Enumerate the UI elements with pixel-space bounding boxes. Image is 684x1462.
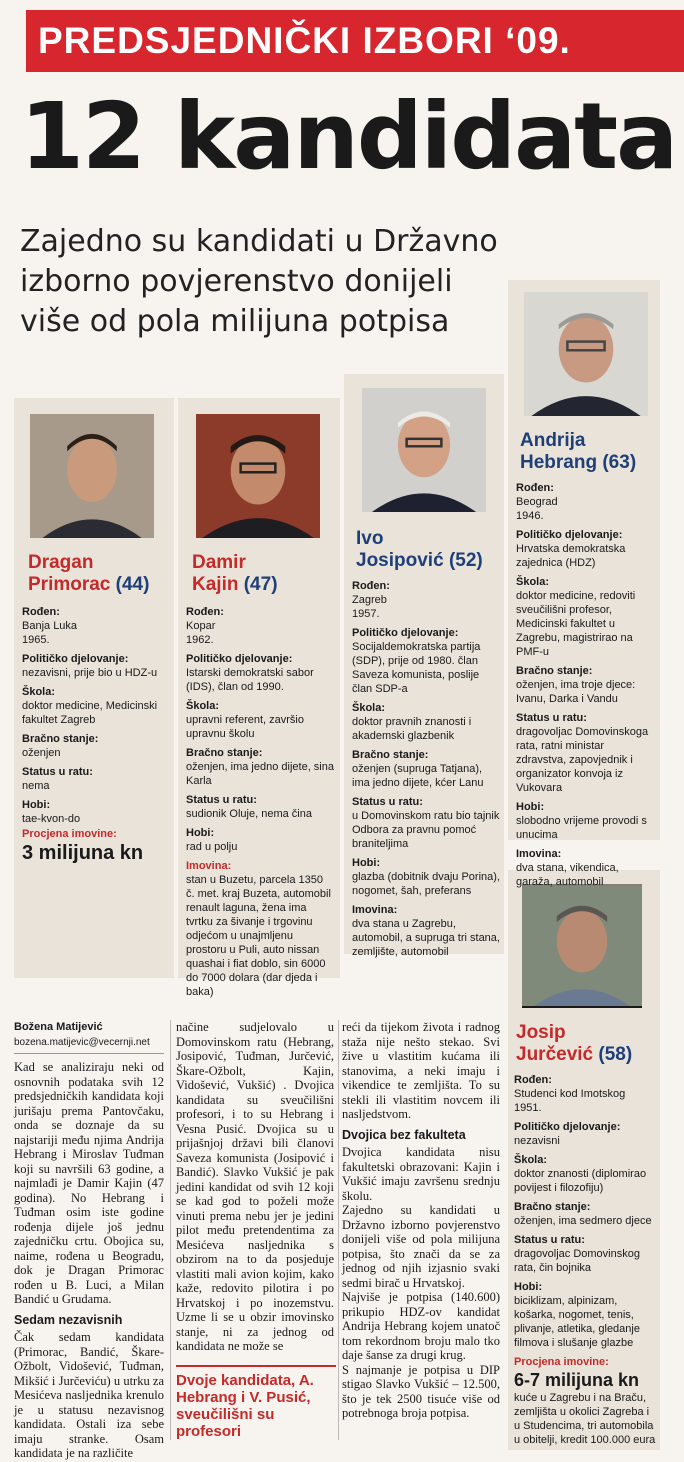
value-school: doktor medicine, redoviti sveučilišni profesor, Medicinski fakultet u Zagrebu, magistrirao na PMF-u <box>516 590 636 658</box>
label-school: Škola: <box>186 700 220 712</box>
last-name: Hebrang <box>520 452 598 473</box>
value-marital: oženjen, ima sedmero djece <box>514 1215 652 1227</box>
label-property: Imovina: <box>352 904 398 916</box>
article-column-2 <box>176 1020 334 1355</box>
value-hobby: biciklizam, alpinizam, košarka, nogomet, tenis, plivanje, atletika, gledanje filmova i slušanje glazbe <box>514 1295 640 1349</box>
worth-primorac: 3 milijuna kn <box>22 842 144 864</box>
label-born: Rođen: <box>22 606 60 618</box>
label-school: Škola: <box>516 576 550 588</box>
value-school: doktor pravnih znanosti i akademski glazbenik <box>352 716 472 742</box>
label-political: Političko djelovanje: <box>22 653 129 665</box>
value-property: dva stana, vikendica, garaža, automobil <box>516 862 619 888</box>
candidate-age: (47) <box>243 574 278 595</box>
value-school: doktor medicine, Medicinski fakultet Zagreb <box>22 700 158 726</box>
pull-quote: Dvoje kandidata, A. Hebrang i V. Pusić, sveučilišni su profesori <box>176 1365 336 1440</box>
value-war: dragovoljac Domovinskog rata, čin bojnika <box>514 1248 640 1274</box>
value-hobby: slobodno vrijeme provodi s unucima <box>516 815 647 841</box>
label-school: Škola: <box>352 702 386 714</box>
first-name: Dragan <box>28 552 94 573</box>
worth-detail-jurcevic: kuće u Zagrebu i na Braču, zemljišta u okolici Zagreba i u Studencima, tri automobila u obitelji, kredit 100.000 eura <box>514 1392 656 1446</box>
label-born: Rođen: <box>514 1074 552 1086</box>
value-marital: oženjen (supruga Tatjana), ima jedno dijete, kćer Lanu <box>352 763 484 789</box>
value-marital: oženjen, ima jedno dijete, sina Karla <box>186 761 334 787</box>
first-name: Damir <box>192 552 246 573</box>
value-war: sudionik Oluje, nema čina <box>186 808 312 820</box>
value-hobby: tae-kvon-do <box>22 813 81 825</box>
value-born: Kopar 1962. <box>186 620 216 646</box>
value-hobby: glazba (dobitnik dvaju Porina), nogomet, šah, preferans <box>352 871 500 897</box>
last-name: Kajin <box>192 574 239 595</box>
paragraph: Čak sedam kandidata (Primorac, Bandić, Škare-Ožbolt, Vidošević, Tuđman, Mikšić i Jurčeviću) u utrku za Mesićeva nasljednika krenulo je u statusu nezavisnog kandidata. Ostali iza sebe imaju stranke. Osam kandidata je na različite <box>14 1330 164 1460</box>
last-name: Josipović <box>356 550 444 571</box>
facts-hebrang <box>516 476 656 889</box>
author-name: Božena Matijević <box>14 1021 103 1033</box>
label-born: Rođen: <box>186 606 224 618</box>
article-column-1 <box>14 1020 164 1462</box>
label-marital: Bračno stanje: <box>514 1201 591 1213</box>
candidate-age: (58) <box>598 1044 633 1065</box>
value-war: nema <box>22 780 50 792</box>
facts-kajin <box>186 600 334 999</box>
label-hobby: Hobi: <box>186 827 215 839</box>
value-political: Hrvatska demokratska zajednica (HDZ) <box>516 543 626 569</box>
first-name: Andrija <box>520 430 586 451</box>
value-war: dragovoljac Domovinskoga rata, ratni ministar zdravstva, zapovjednik i organizator konvoja iz Vukovara <box>516 726 649 794</box>
value-born: Beograd 1946. <box>516 496 558 522</box>
worth-label-primorac: Procjena imovine: <box>22 828 117 840</box>
label-war: Status u ratu: <box>516 712 587 724</box>
worth-label-jurcevic: Procjena imovine: <box>514 1356 609 1368</box>
label-hobby: Hobi: <box>516 801 545 813</box>
label-school: Škola: <box>22 686 56 698</box>
label-born: Rođen: <box>352 580 390 592</box>
candidate-age: (63) <box>602 452 637 473</box>
first-name: Ivo <box>356 528 384 549</box>
value-property: stan u Buzetu, parcela 1350 č. met. kraj Buzeta, automobil renault laguna, žena ima tvrtku za šivanje i trgovinu odjećom u unajmljenu prostoru u Puli, auto nissan quashai i fiat doblo, sin 6000 do 7000 dolara (dar djeda i baka) <box>186 874 331 998</box>
column-divider <box>338 1020 339 1440</box>
subheadline <box>20 222 540 342</box>
value-political: nezavisni <box>514 1135 560 1147</box>
subhead-line: Zajedno su kandidati u Državno <box>20 224 498 259</box>
value-political: Socijaldemokratska partija (SDP), prije od 1980. član Saveza komunista, poslije član SDP-a <box>352 641 481 695</box>
label-marital: Bračno stanje: <box>516 665 593 677</box>
value-school: upravni referent, završio upravnu školu <box>186 714 304 740</box>
candidate-name-kajin <box>192 552 342 596</box>
paragraph: načine sudjelovalo u Domovinskom ratu (Hebrang, Josipović, Tuđman, Jurčević, Škare-Ožbolt, Kajin, Vidošević, Vukšić) . Dvojica kandidata su sveučilišni profesori, i to su Hebrang i Vesna Pusić. Dvojica su u prijašnjoj državi bili članovi Saveza komunista (Josipović i Bandić). Slavko Vukšić je pak jedini kandidat od svih 12 koji se kad god to poželi može vinuti prema nebu jer je jedini pilot među pretendentima za Mesićeva nasljednika s obzirom na to da posjeduje vlastiti mali avion kojim, kako kaže, redovito pilotira i po Hrvatskoj i po inozemstvu. Uzme li se u obzir imovinsko stanje, ni za jednog od kandidata ne može se <box>176 1020 334 1353</box>
article-column-3 <box>342 1020 500 1422</box>
value-marital: oženjen <box>22 747 61 759</box>
label-marital: Bračno stanje: <box>22 733 99 745</box>
candidate-name-primorac <box>28 552 178 596</box>
candidate-age: (44) <box>115 574 150 595</box>
paragraph: Kad se analiziraju neki od osnovnih podataka svih 12 predsjedničkih kandidata koji jurišaju prema Pantovčaku, onda se doznaje da su najstariji među njima Andrija Hebrang i Miroslav Tuđman koji su navršili 63 godine, a najmlađi je Damir Kajin (47 godina). No Hebrang i Tuđman osim iste godine rođenja dijele još jednu zajedničku crtu. Obojica su, naime, rođena u Beogradu, dok je Dragan Primorac rođen u B. Luci, a Milan Bandić u Grudama. <box>14 1060 164 1306</box>
candidate-name-josipovic <box>356 528 506 572</box>
label-political: Političko djelovanje: <box>186 653 293 665</box>
label-political: Političko djelovanje: <box>352 627 459 639</box>
value-hobby: rad u polju <box>186 841 238 853</box>
last-name: Primorac <box>28 574 111 595</box>
subheading: Dvojica bez fakulteta <box>342 1127 466 1142</box>
first-name: Josip <box>516 1022 566 1043</box>
portrait-kajin <box>196 414 320 538</box>
value-school: doktor znanosti (diplomirao povijest i filozofiju) <box>514 1168 647 1194</box>
facts-primorac <box>22 600 168 826</box>
candidate-name-jurcevic <box>516 1022 666 1066</box>
paragraph: reći da tijekom života i radnog staža nije nešto stekao. Svi žive u vlastitim kućama ili stanovima, a neki imaju i vikendice te zemljišta. To su stekli ili vlastitim novcem ili nasljedstvom. <box>342 1020 500 1121</box>
label-hobby: Hobi: <box>22 799 51 811</box>
value-born: Zagreb 1957. <box>352 594 387 620</box>
worth-jurcevic: 6-7 milijuna kn <box>514 1370 640 1390</box>
label-property: Imovina: <box>516 848 562 860</box>
paragraph: Dvojica kandidata nisu fakultetski obrazovani: Kajin i Vukšić imaju završenu srednju školu. Zajedno su kandidati u Državno izborno povjerenstvo donijeli više od pola milijuna potpisa, što znači da se za jednog od njih izjasnio svaki sedmi birač u Hrvatskoj. Najviše je potpisa (140.600) prikupio HDZ-ov kandidat Andrija Hebrang kojem unatoč tom rekordnom broju malo tko daje šanse za drugi krug. S najmanje je potpisa u DIP stigao Slavko Vukšić – 12.500, što je tek 2500 tisuće više od potrebnoga broja potpisa. <box>342 1145 500 1420</box>
label-war: Status u ratu: <box>22 766 93 778</box>
last-name: Jurčević <box>516 1044 594 1065</box>
subhead-line: više od pola milijuna potpisa <box>20 304 450 339</box>
portrait-primorac <box>30 414 154 538</box>
facts-josipovic <box>352 574 500 959</box>
value-war: u Domovinskom ratu bio tajnik Odbora za pravnu pomoć braniteljima <box>352 810 500 850</box>
value-marital: oženjen, ima troje djece: Ivanu, Darka i Vandu <box>516 679 636 705</box>
author-email: bozena.matijevic@vecernji.net <box>14 1036 164 1055</box>
value-born: Studenci kod Imotskog 1951. <box>514 1088 626 1114</box>
value-political: Istarski demokratski sabor (IDS), član od 1990. <box>186 667 314 693</box>
label-war: Status u ratu: <box>352 796 423 808</box>
section-banner: PREDSJEDNIČKI IZBORI ‘09. <box>26 10 684 72</box>
label-marital: Bračno stanje: <box>186 747 263 759</box>
column-divider <box>170 1020 171 1440</box>
value-political: nezavisni, prije bio u HDZ-u <box>22 667 158 679</box>
facts-jurcevic <box>514 1068 656 1447</box>
value-born: Banja Luka 1965. <box>22 620 78 646</box>
portrait-jurcevic <box>522 884 642 1008</box>
portrait-josipovic <box>362 388 486 512</box>
label-marital: Bračno stanje: <box>352 749 429 761</box>
label-born: Rođen: <box>516 482 554 494</box>
page-title: 12 kandidata <box>20 83 677 190</box>
label-property: Imovina: <box>186 860 232 872</box>
candidate-age: (52) <box>448 550 483 571</box>
candidate-name-hebrang <box>520 430 670 474</box>
label-political: Političko djelovanje: <box>516 529 623 541</box>
portrait-hebrang <box>524 292 648 416</box>
label-war: Status u ratu: <box>514 1234 585 1246</box>
label-hobby: Hobi: <box>352 857 381 869</box>
label-political: Političko djelovanje: <box>514 1121 621 1133</box>
subheading: Sedam nezavisnih <box>14 1312 123 1327</box>
value-property: dva stana u Zagrebu, automobil, a supruga tri stana, zemljište, automobil <box>352 918 500 958</box>
label-war: Status u ratu: <box>186 794 257 806</box>
subhead-line: izborno povjerenstvo donijeli <box>20 264 453 299</box>
label-hobby: Hobi: <box>514 1281 543 1293</box>
label-school: Škola: <box>514 1154 548 1166</box>
